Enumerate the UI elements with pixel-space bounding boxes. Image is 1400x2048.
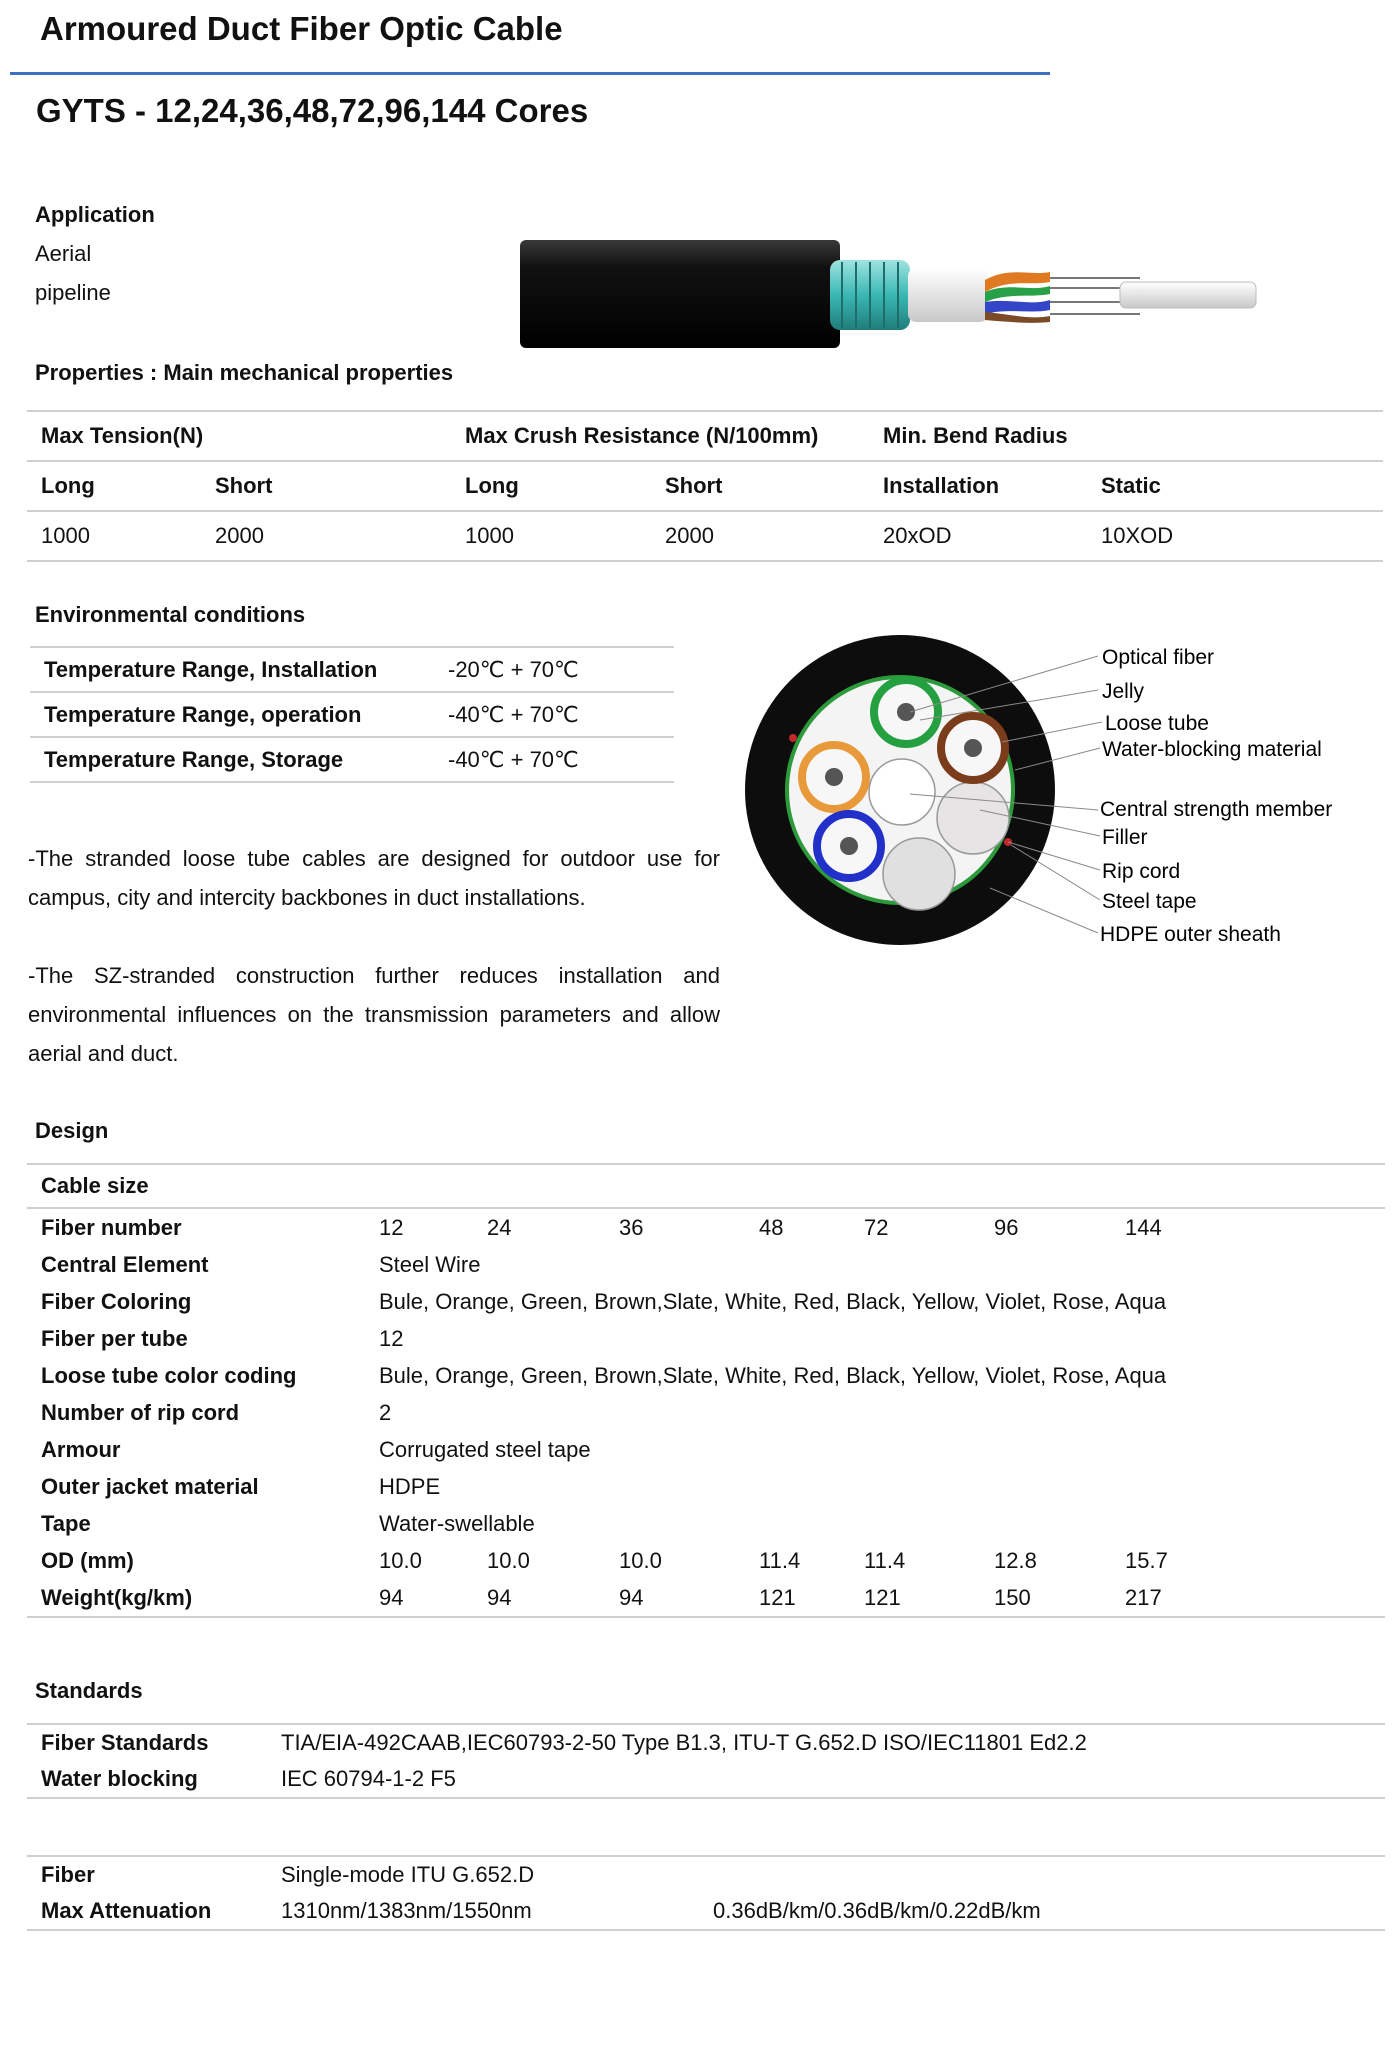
table-cell: Fiber — [41, 1862, 95, 1887]
fiber-number-value: 144 — [1125, 1214, 1162, 1240]
page-subtitle: GYTS - 12,24,36,48,72,96,144 Cores — [36, 92, 589, 129]
table-cell: Fiber number — [41, 1214, 182, 1240]
table-row — [27, 411, 1383, 461]
table-row — [27, 1505, 1385, 1542]
fiber-table — [27, 1855, 1385, 1931]
cross-section-label: Filler — [1102, 826, 1148, 849]
table-row — [27, 1761, 1385, 1798]
table-cell: Max Tension(N) — [41, 423, 204, 448]
table-cell: Installation — [883, 473, 1000, 498]
fiber-number-value: 72 — [864, 1214, 889, 1240]
table-cell: Max Attenuation — [41, 1898, 212, 1923]
design-table — [27, 1163, 1385, 1618]
table-cell: Loose tube color coding — [41, 1362, 297, 1388]
table-row — [27, 1164, 1385, 1208]
table-cell: 2000 — [215, 523, 264, 548]
fiber-number-value: 36 — [619, 1214, 644, 1240]
weight-value: 150 — [994, 1584, 1031, 1610]
table-cell: 1000 — [41, 523, 90, 548]
table-cell: Tape — [41, 1510, 91, 1536]
table-cell: Fiber per tube — [41, 1325, 188, 1351]
cross-section-label: Water-blocking material — [1102, 738, 1322, 761]
table-row — [27, 1208, 1385, 1246]
standards-heading: Standards — [35, 1678, 143, 1703]
cross-section-label: Rip cord — [1102, 860, 1181, 883]
title-rule — [10, 72, 1050, 75]
table-cell: Cable size — [41, 1173, 149, 1198]
table-cell: 0.36dB/km/0.36dB/km/0.22dB/km — [713, 1898, 1041, 1923]
table-cell — [369, 1579, 1385, 1617]
cross-section-label: Optical fiber — [1102, 646, 1215, 669]
table-cell: Weight(kg/km) — [41, 1584, 193, 1610]
environment-heading: Environmental conditions — [35, 602, 306, 627]
weight-value: 94 — [487, 1584, 512, 1610]
od-value: 10.0 — [487, 1547, 530, 1573]
weight-values — [379, 1585, 1385, 1611]
table-cell: 10XOD — [1101, 523, 1174, 548]
table-cell: Steel Wire — [379, 1251, 481, 1277]
environment-table — [30, 646, 674, 783]
od-value: 10.0 — [619, 1547, 662, 1573]
od-value: 11.4 — [759, 1547, 801, 1573]
table-row — [27, 511, 1383, 561]
table-cell: OD (mm) — [41, 1547, 134, 1573]
description-paragraph: -The stranded loose tube cables are designed for outdoor use for campus, city and intercity backbones in duct installations. — [28, 846, 720, 910]
table-cell: Temperature Range, Installation — [44, 656, 378, 682]
od-value: 11.4 — [864, 1547, 906, 1573]
table-cell: Bule, Orange, Green, Brown,Slate, White, Red, Black, Yellow, Violet, Rose, Aqua — [379, 1288, 1167, 1314]
table-cell: Water blocking — [41, 1766, 198, 1791]
fiber-number-values — [379, 1215, 1385, 1241]
table-cell: Central Element — [41, 1251, 209, 1277]
table-row — [27, 1357, 1385, 1394]
cable-side-illustration — [520, 236, 1260, 350]
table-cell: Fiber Standards — [41, 1730, 209, 1755]
properties-heading: Properties : Main mechanical properties — [35, 360, 454, 385]
table-cell: 2 — [379, 1399, 392, 1425]
table-cell — [369, 1542, 1385, 1579]
table-cell: -40℃ + 70℃ — [448, 746, 579, 772]
table-row — [27, 1579, 1385, 1617]
cross-section-label: Steel tape — [1102, 890, 1197, 913]
fiber-number-value: 24 — [487, 1214, 512, 1240]
od-value: 10.0 — [379, 1547, 422, 1573]
table-cell: Number of rip cord — [41, 1399, 240, 1425]
table-row — [27, 1724, 1385, 1761]
fiber-number-value: 96 — [994, 1214, 1019, 1240]
table-cell — [369, 1208, 1385, 1246]
application-heading: Application — [35, 202, 155, 227]
fiber-number-value: 12 — [379, 1214, 404, 1240]
table-cell: 1310nm/1383nm/1550nm — [281, 1898, 532, 1923]
table-cell: 20xOD — [883, 523, 952, 548]
table-row — [27, 1468, 1385, 1505]
mechanical-properties-table — [27, 410, 1383, 562]
table-cell: Fiber Coloring — [41, 1288, 192, 1314]
cable-cross-section-diagram — [740, 630, 1400, 960]
table-row — [30, 647, 674, 692]
cross-section-label: Loose tube — [1105, 712, 1209, 735]
weight-value: 121 — [864, 1584, 901, 1610]
weight-value: 94 — [619, 1584, 644, 1610]
table-cell: 1000 — [465, 523, 514, 548]
table-cell: Short — [665, 473, 723, 498]
table-cell: Water-swellable — [379, 1510, 535, 1536]
table-cell: Temperature Range, operation — [44, 701, 362, 727]
table-cell: Short — [215, 473, 273, 498]
application-item: pipeline — [35, 280, 111, 305]
table-cell: Bule, Orange, Green, Brown,Slate, White, Red, Black, Yellow, Violet, Rose, Aqua — [379, 1362, 1167, 1388]
table-cell: Single-mode ITU G.652.D — [281, 1862, 535, 1887]
table-row — [27, 1856, 1385, 1893]
table-cell: -20℃ + 70℃ — [448, 656, 579, 682]
table-cell: Min. Bend Radius — [883, 423, 1068, 448]
table-row — [30, 692, 674, 737]
table-cell: Max Crush Resistance (N/100mm) — [465, 423, 819, 448]
table-row — [27, 461, 1383, 511]
table-row — [27, 1542, 1385, 1579]
description-paragraph: -The SZ-stranded construction further reduces installation and environmental influences on the transmission parameters and allow aerial and duct. — [28, 963, 720, 1066]
cross-section-label: Central strength member — [1100, 798, 1333, 821]
table-cell: Long — [465, 473, 519, 498]
table-row — [27, 1893, 1385, 1930]
weight-value: 94 — [379, 1584, 404, 1610]
table-row — [30, 737, 674, 782]
table-row — [27, 1431, 1385, 1468]
table-cell: 12 — [379, 1325, 404, 1351]
table-cell: Outer jacket material — [41, 1473, 259, 1499]
cross-section-label: Jelly — [1102, 680, 1145, 703]
table-cell: Temperature Range, Storage — [44, 746, 344, 772]
standards-table — [27, 1723, 1385, 1799]
cross-section-label: HDPE outer sheath — [1100, 923, 1281, 946]
application-item: Aerial — [35, 241, 92, 266]
fiber-number-value: 48 — [759, 1214, 784, 1240]
table-cell: 2000 — [665, 523, 714, 548]
od-value: 15.7 — [1125, 1547, 1168, 1573]
table-row — [27, 1283, 1385, 1320]
weight-value: 217 — [1125, 1584, 1162, 1610]
page-title: Armoured Duct Fiber Optic Cable — [40, 10, 563, 47]
table-cell: Armour — [41, 1436, 121, 1462]
od-value: 12.8 — [994, 1547, 1037, 1573]
table-row — [27, 1320, 1385, 1357]
table-cell: Corrugated steel tape — [379, 1436, 591, 1462]
table-cell: IEC 60794-1-2 F5 — [281, 1766, 456, 1791]
table-cell: Static — [1101, 473, 1161, 498]
design-heading: Design — [35, 1118, 109, 1143]
weight-value: 121 — [759, 1584, 796, 1610]
table-row — [27, 1246, 1385, 1283]
table-cell: TIA/EIA-492CAAB,IEC60793-2-50 Type B1.3, ITU-T G.652.D ISO/IEC11801 Ed2.2 — [281, 1730, 1087, 1755]
table-row — [27, 1394, 1385, 1431]
table-cell: Long — [41, 473, 95, 498]
od-values — [379, 1548, 1385, 1574]
table-cell: HDPE — [379, 1473, 441, 1499]
table-cell: -40℃ + 70℃ — [448, 701, 579, 727]
